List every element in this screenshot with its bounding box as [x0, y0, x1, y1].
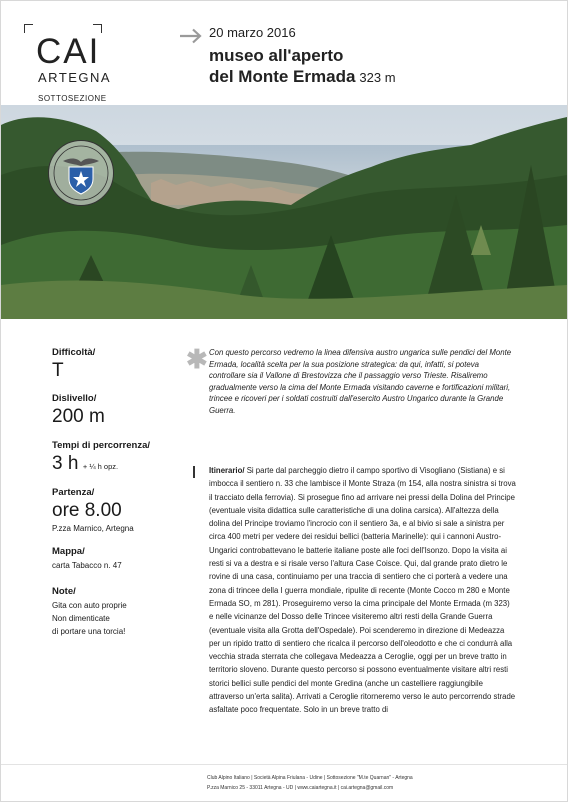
- page-title-mountain: del Monte Ermada: [209, 67, 356, 86]
- asterisk-icon: ✱: [186, 344, 208, 374]
- difficolta-block: [52, 347, 182, 382]
- footer-line2: P.zza Marnico 25 - 33011 Artegna - UD | www.caiartegna.it | cai.artegna@gmail.com: [207, 785, 394, 791]
- page-title-line1: museo all'aperto: [209, 46, 344, 65]
- partenza-block: [52, 487, 182, 535]
- event-date: 20 marzo 2016: [209, 25, 296, 40]
- logo-artegna: ARTEGNA: [38, 70, 112, 85]
- tempi-value: 3 h: [52, 453, 79, 474]
- dislivello-block: [52, 393, 182, 428]
- footer: [207, 773, 507, 793]
- itinerario-text: [209, 464, 516, 750]
- partenza-value: ore 8.00: [52, 500, 122, 521]
- dislivello-label: Dislivello/: [52, 393, 97, 404]
- tempi-label: Tempi di percorrenza/: [52, 440, 151, 451]
- seal-emblem-icon: [49, 141, 113, 205]
- note-line: Gita con auto proprie: [52, 601, 127, 610]
- itinerario-label: Itinerario/: [209, 466, 245, 475]
- mappa-block: [52, 546, 182, 572]
- mappa-label: Mappa/: [52, 546, 85, 557]
- intro-text: Con questo percorso vedremo la linea difensiva austro ungarica sulle pendici del Monte Ermada, località scelta per la sua posizione strategica: da qui, infatti, si poteva controllare sia il Vallone di Brestovizza che il passaggio verso Trieste. Risaliremo gradualmente verso la cima del Monte Ermada visitando caverne e fortificazioni militari, trincee e ricoveri per i soldati costruiti dall'esercito Austro Ungarico durante la Grande Guerra.: [209, 348, 512, 415]
- arrow-right-icon: [179, 28, 203, 44]
- altitude: 323 m: [359, 70, 396, 85]
- difficolta-value: T: [52, 360, 64, 381]
- landscape-photo: [1, 105, 567, 319]
- mappa-value: carta Tabacco n. 47: [52, 561, 122, 570]
- tempi-block: [52, 440, 182, 475]
- page-title-line2: [209, 67, 396, 87]
- tempi-extra: + ¼ h opz.: [82, 462, 119, 471]
- partenza-label: Partenza/: [52, 487, 95, 498]
- itinerario-body: Si parte dal parcheggio dietro il campo sportivo di Visogliano (Sistiana) e si imbocca il sentiero n. 33 che lambisce il Monte Straza (m 154, alla nostra sinistra si trova il tracciato della ferrovia). Si prosegue fino ad arrivare nei pressi della Dolina del Principe (eventuale visita didattica sulle caratteristiche di una dolina carsica). All'altezza della dolina del Principe troviamo l'incrocio con il sentiero 3a, e al bivio si sale a sinistra per circa 400 metri per vedere dei residui bellici (batteria Marinelle): qui i cannoni Austro-Ungarici controbattevano le batterie italiane poste alle foci dell'Isonzo. Dopo la visita ai resti si va a destra e si risale verso l'altura Case Coisce. Qui, dal grande prato dietro le rovine di una casa, continuiamo per una traccia di sentiero che ci porterà a vedere una zona di trincee della I guerra mondiale, ripulite di recente (Monte Cocco m 280 e Monte Ermada SO, m 281). Proseguiremo verso la cima principale del Monte Ermada (m 323) e nelle vicinanze del Dosso delle Trincee visiteremo altri resti della Grande Guerra (eventuale visita alla Grotta dell'Ospedale). Poi scenderemo in direzione di Medeazza per un ripido tratto di sentiero che ricalca il percorso dell'oleodotto e che ci condurrà alla vecchia strada sterrata che collegava Medeazza a Ceroglie, oggi per un breve tratto in territorio sloveno. Durante questo percorso si possono eventualmente visitare altri resti storici bellici sulle pendici del monte Gredina (anche un castelliere raggiungibile attraverso un'erta salita). Arrivati a Ceroglie ritorneremo verso le auto percorrendo strade asfaltate poco frequentate. Solo in un breve tratto di: [209, 466, 516, 715]
- note-block: [52, 586, 182, 638]
- logo-sottosezione-line: SOTTOSEZIONE: [38, 94, 107, 103]
- footer-line1: Club Alpino Italiano | Società Alpina Friulana - Udine | Sottosezione "M.te Quarnan" - Artegna: [207, 775, 413, 781]
- logo-corner-left: [24, 24, 33, 33]
- note-label: Note/: [52, 586, 76, 597]
- partenza-place: P.zza Marnico, Artegna: [52, 524, 134, 533]
- dislivello-value: 200 m: [52, 406, 105, 427]
- note-line: Non dimenticate: [52, 614, 110, 623]
- footer-divider: [1, 764, 567, 765]
- note-line: di portare una torcia!: [52, 627, 126, 636]
- cai-seal-icon: [48, 140, 114, 206]
- difficolta-label: Difficoltà/: [52, 347, 96, 358]
- logo-cai: CAI: [36, 32, 101, 71]
- section-marker: [193, 466, 195, 478]
